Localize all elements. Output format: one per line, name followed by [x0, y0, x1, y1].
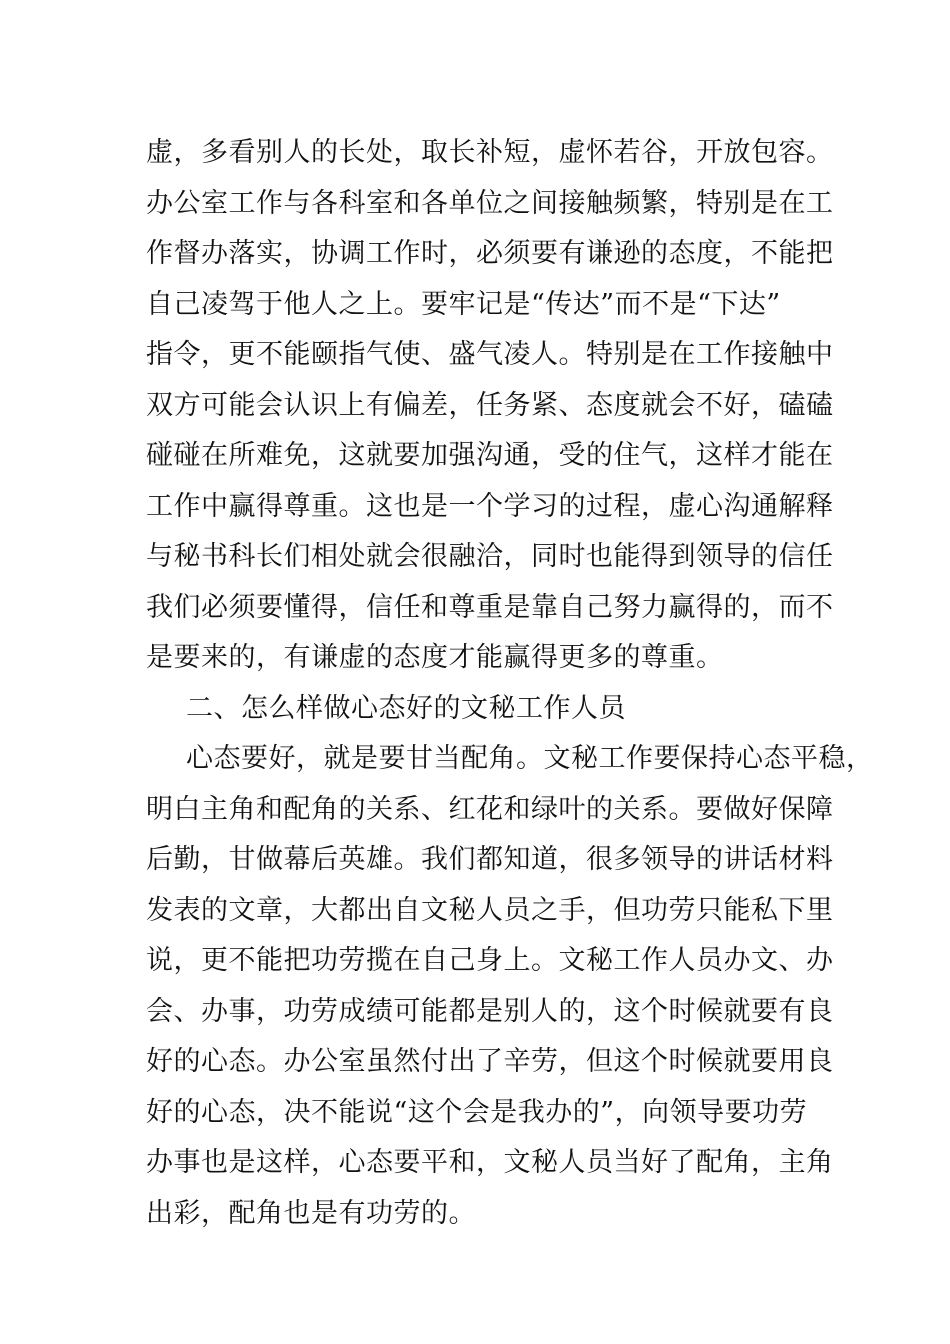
- text-line: 我们必须要懂得，信任和尊重是靠自己努力赢得的，而不: [146, 591, 834, 623]
- text-line: 指令，更不能颐指气使、盛气凌人。特别是在工作接触中: [146, 339, 834, 370]
- text-line: 自己凌驾于他人之上。要牢记是“传达”而不是“下达”: [146, 288, 781, 320]
- paragraph-first-line: 心态要好，就是要甘当配角。文秘工作要保持心态平稳，: [186, 743, 874, 774]
- text-line: 办公室工作与各科室和各单位之间接触频繁，特别是在工: [146, 187, 834, 219]
- text-line: 明白主角和配角的关系、红花和绿叶的关系。要做好保障: [146, 793, 834, 825]
- text-line: 工作中赢得尊重。这也是一个学习的过程，虚心沟通解释: [146, 490, 834, 522]
- text-line: 与秘书科长们相处就会很融洽，同时也能得到领导的信任: [146, 541, 834, 572]
- text-line: 会、办事，功劳成绩可能都是别人的，这个时候就要有良: [146, 995, 834, 1027]
- section-heading: 二、怎么样做心态好的文秘工作人员: [186, 692, 626, 724]
- body-text: [146, 128, 874, 1239]
- text-line: 办事也是这样，心态要平和，文秘人员当好了配角，主角: [146, 1147, 834, 1178]
- text-line: 双方可能会认识上有偏差，任务紧、态度就会不好，磕磕: [146, 389, 834, 421]
- text-line: 碰碰在所难免，这就要加强沟通，受的住气，这样才能在: [146, 440, 834, 471]
- text-line: 好的心态。办公室虽然付出了辛劳，但这个时候就要用良: [146, 1046, 834, 1077]
- text-line: 发表的文章，大都出自文秘人员之手，但功劳只能私下里: [146, 894, 834, 926]
- text-line: 好的心态，决不能说“这个会是我办的”，向领导要功劳: [146, 1096, 808, 1128]
- text-line: 虚，多看别人的长处，取长补短，虚怀若谷，开放包容。: [146, 137, 834, 168]
- text-line: 出彩，配角也是有功劳的。: [146, 1197, 476, 1229]
- text-line: 作督办落实，协调工作时，必须要有谦逊的态度，不能把: [146, 238, 834, 269]
- text-line: 是要来的，有谦虚的态度才能赢得更多的尊重。: [146, 642, 724, 673]
- text-line: 后勤，甘做幕后英雄。我们都知道，很多领导的讲话材料: [146, 844, 834, 875]
- text-line: 说，更不能把功劳揽在自己身上。文秘工作人员办文、办: [146, 945, 834, 976]
